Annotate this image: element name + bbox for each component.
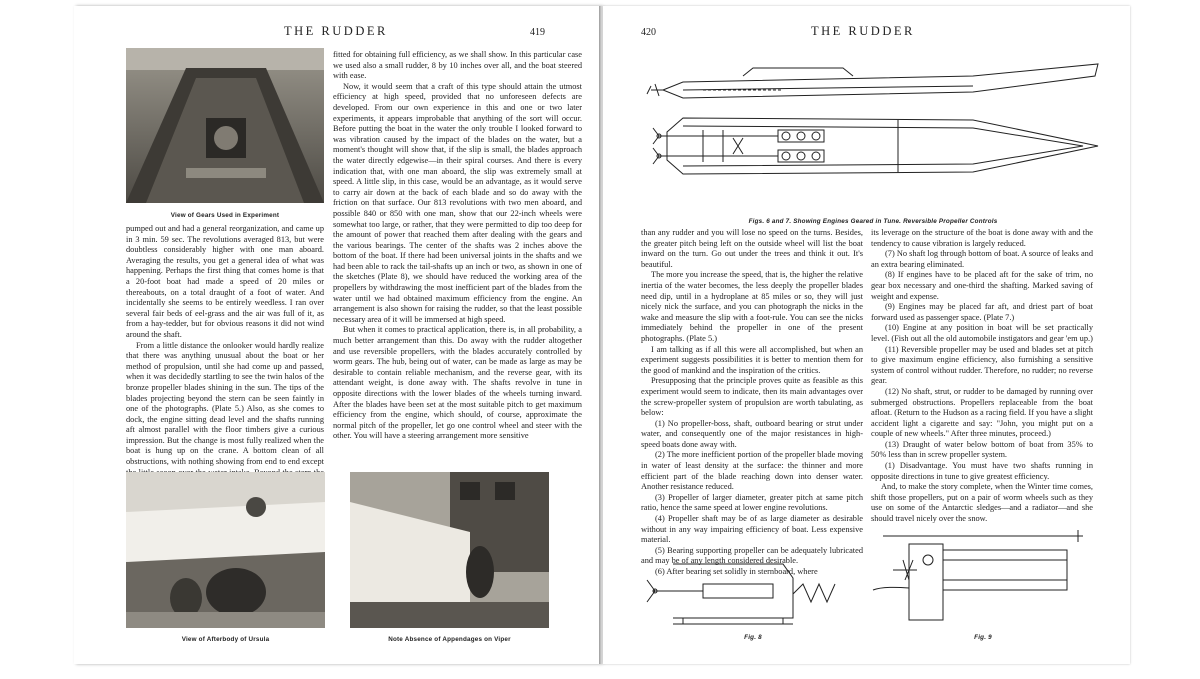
paragraph: The more you increase the speed, that is, the higher the relative inertia of the water becomes, the less deeply the propeller blades need dip, until in a hydroplane at 85 miles or so, they will just nicely nick the surface, and you can photograph the nicks in the wake and measure the slip with a foot-rule. You can see the nicks immediately behind the propeller in one of the present photographs. (Plate 5.) — [641, 270, 863, 343]
right-column-right — [871, 228, 1093, 522]
list-item: (1) Disadvantage. You must have two shafts running in opposite directions in tune to give greatest efficiency. — [871, 461, 1093, 481]
left-page — [74, 6, 601, 664]
list-item: (12) No shaft, strut, or rudder to be damaged by running over submerged obstructions. Propellers replaceable from the boat afloat. (Return to the Hudson as a racing field. If you have a slight accident light a cigarette and say: "John, you might put on a couple of new wheels." After three minutes, proceed.) — [871, 386, 1093, 439]
fig-8-caption: Fig. 8 — [744, 634, 762, 641]
list-item: (11) Reversible propeller may be used and blades set at pitch to give maximum engine efficiency, also furnishing a sensitive system of control without rudder. Therefore, no rudder; no reverse gear. — [871, 344, 1093, 386]
left-page-number: 419 — [530, 27, 545, 38]
paragraph: Now, it would seem that a craft of this type should attain the utmost efficiency at high speed, provided that no unforeseen defects are developed. From our own experience in this and one or two later experiments, it appears improbable that anything of the sort will occur. Before putting the boat in the water the only trouble I looked forward to was vibration caused by the impact of the blades on the water, but a moment's thought will show that, if the slip is small, the blades approach the water directly edgewise—in their spiral courses. And there is every indication that, with one man aboard, the slip was extremely small at speed. A little slip, in this case, would be an advantage, as it would serve to carry air down at the back of each blade and so do away with the friction on that surface. Our 813 revolutions with two men aboard, and possible 840 or 850 with one man, show that our 22-inch wheels were somewhat too large, or rather, that they were permitted to dip too deep for the amount of power that reached them after dealing with the gears and the various bearings. The center of the shafts was 2 inches above the bottom of the boat. If there had been universal joints in the shafts and we had been able to rack the tail-shafts up an inch or two, as shown in one of the sketches (Plate 8), we should have reduced the working area of the propellers by withdrawing the most inefficient part of the blades from the water until we had obtained maximum efficiency from the engine. An arrangement is also shown for raising the rudder, so that the least possible necessary area of it will be immersed at high speed. — [333, 81, 582, 324]
left-running-header: THE RUDDER — [284, 24, 388, 38]
paragraph: fitted for obtaining full efficiency, as we shall show. In this particular case we used also a small rudder, 8 by 10 inches over all, and the boat steered with ease. — [333, 50, 582, 81]
list-item: (2) The more inefficient portion of the propeller blade moving in water of least density at the surface: the thinner and more efficient part of the blade reaching down into denser water. Another resistance reduced. — [641, 450, 863, 492]
left-column-right — [333, 50, 582, 462]
list-item: (8) If engines have to be placed aft for the sake of trim, no gear box necessary and one-third the shafting. Marked saving of weight and expense. — [871, 270, 1093, 301]
right-running-header: THE RUDDER — [811, 24, 915, 38]
paragraph: From a little distance the onlooker would hardly realize that there was anything unusual about the boat or her method of propulsion, until she had come up and passed, when it was decidedly startling to see the twin halos of the bronze propeller blades shining in the sun. The tips of the blades projecting beyond the stern can be seen faintly in one of the photographs. (Plate 5.) Also, as she comes to dock, the engine sitting dead level and the shafts running aft almost parallel with the floor timbers give a curious impression. But the change is most fully realized when the boat is hung up on the crane. A bottom clean of all obstructions, with nothing showing from end to end except — [126, 340, 324, 467]
viper-caption: Note Absence of Appendages on Viper — [388, 636, 511, 643]
ursula-caption: View of Afterbody of Ursula — [181, 636, 270, 643]
figs-6-7-drawing — [643, 46, 1103, 216]
figs-6-7-caption: Figs. 6 and 7. Showing Engines Geared in Tune. Reversible Propeller Controls — [748, 218, 998, 225]
list-item: (13) Draught of water below bottom of boat from 35% to 50% less than in screw propeller system. — [871, 439, 1093, 460]
right-column-left — [641, 228, 863, 576]
fig-9-caption: Fig. 9 — [974, 634, 992, 641]
gears-photo — [126, 48, 324, 203]
ursula-photo — [126, 472, 325, 628]
paragraph: Presupposing that the principle proves quite as feasible as this experiment would seem to indicate, then its main advantages over the screw-propeller system of propulsion are worth tabulating, as below: — [641, 376, 863, 418]
right-page-number: 420 — [641, 27, 656, 38]
right-page — [603, 6, 1130, 664]
viper-photo — [350, 472, 549, 628]
left-column-left — [126, 224, 324, 467]
list-item: (4) Propeller shaft may be of as large diameter as desirable without in any way impairing efficiency of boat. Less expensive material. — [641, 514, 863, 545]
fig-8-drawing — [643, 554, 853, 630]
gears-caption: View of Gears Used in Experiment — [170, 212, 280, 219]
paragraph: But when it comes to practical application, there is, in all probability, a much better arrangement than this. Do away with the rudder altogether and use reversible propellers, with the blades accurately controlled by worm gears. The hub, being out of water, can be made as large as may be desirable to contain reliable mechanism, and the reverse gear, with its attendant weight, is done away with. The shafts revolve in tune in opposite directions with the lower blades of the wheels turning inward. After the blades have been set at the most suitable pitch to get maximum efficiency from the engine, which should, of course, approximate the normal pitch of the propeller, let go one control wheel and steer with the other. You will have a steering arrangement more sensitive — [333, 325, 582, 441]
fig-9-drawing — [873, 530, 1099, 630]
list-item: (1) No propeller-boss, shaft, outboard bearing or strut under water, and consequently one of the major resistances in high-speed boats done away with. — [641, 418, 863, 449]
list-item: (3) Propeller of larger diameter, greater pitch at same pitch ratio, hence the same speed at lower engine revolutions. — [641, 492, 863, 513]
paragraph: pumped out and had a general reorganization, and came up in 3 min. 59 sec. The revolutions averaged 813, but were doubtless considerably higher with one man aboard. Averaging the results, you get a general idea of what was happening. Perhaps the first thing that comes home is that a 20-foot boat had made a speed of 20 miles or thereabouts, on a total draught of a foot of water. And incidentally she seems to be entirely weedless. I ran over several fair beds of eel-grass and the air was full of it, as from a hay-tedder, but for obvious reasons it did not wind around the shaft. — [126, 224, 324, 339]
list-item: (7) No shaft log through bottom of boat. A source of leaks and an extra bearing eliminated. — [871, 249, 1093, 269]
paragraph: its leverage on the structure of the boat is done away with and the tendency to cause vibration is largely reduced. — [871, 228, 1093, 248]
list-item: (5) Bearing supporting propeller can be adequately lubricated and may be of any length considered desirable. — [641, 545, 863, 566]
list-item: (9) Engines may be placed far aft, and driest part of boat forward used as passenger space. (Plate 7.) — [871, 302, 1093, 322]
list-item: (6) After bearing set solidly in sternboard, where — [655, 567, 818, 576]
paragraph: And, to make the story complete, when the Winter time comes, shift those propellers, put on a pair of worm wheels such as they use on some of the Antarctic sledges—and a radiator—and she should travel nicely over the snow. — [871, 482, 1093, 524]
paragraph: I am talking as if all this were all accomplished, but when an experiment suggests possibilities it is better to mention them for the good of mankind and the inspiration of the critics. — [641, 344, 863, 375]
paragraph: than any rudder and you will lose no speed on the turns. Besides, the greater pitch being left on the outside wheel will list the boat inward on the turn. Go out under the trees and think it out. It's beautiful. — [641, 228, 863, 269]
list-item: (10) Engine at any position in boat will be set practically level. (Fish out all the old automobile instigators and gear 'em up.) — [871, 323, 1093, 343]
